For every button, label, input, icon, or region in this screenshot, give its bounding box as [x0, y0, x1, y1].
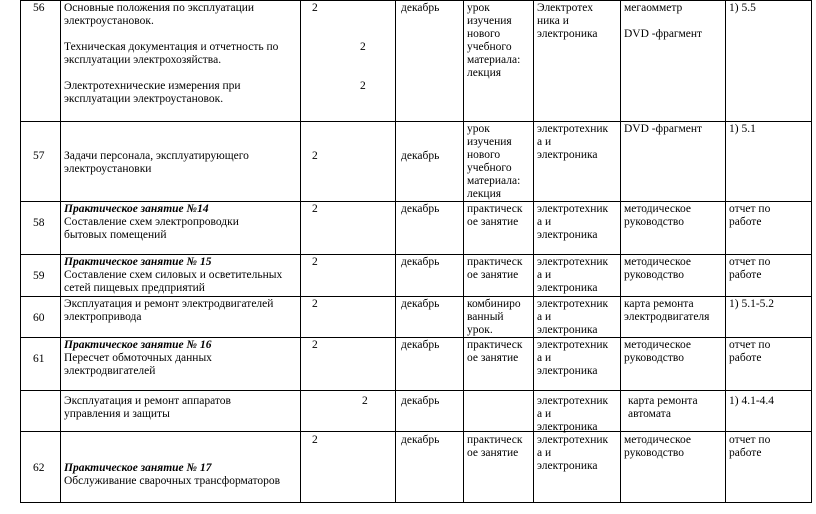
hours: 2	[360, 41, 366, 53]
equipment-line: электродвигателя	[624, 311, 710, 323]
reference: отчет по	[729, 256, 771, 268]
topic-line: Задачи персонала, эксплуатирующего	[64, 150, 249, 162]
lesson-type-line: практическ	[467, 339, 523, 351]
lesson-type-line: ое занятие	[467, 447, 519, 459]
subject-line: электроника	[537, 421, 598, 433]
topic-line: Основные положения по эксплуатации	[64, 2, 255, 14]
subject-line: электротехник	[537, 339, 609, 351]
subject-line: ника и	[537, 15, 569, 27]
equipment-line: автомата	[628, 408, 671, 420]
reference: 1) 5.1-5.2	[729, 298, 775, 310]
month: декабрь	[401, 434, 440, 446]
subject-line: а и	[537, 216, 552, 228]
topic-line: электродвигателей	[64, 365, 156, 377]
practice-title: Практическое занятие № 16	[64, 339, 212, 351]
lesson-type-line: урок.	[467, 324, 493, 336]
reference: отчет по	[729, 339, 771, 351]
month: декабрь	[401, 203, 440, 215]
row-number: 60	[33, 312, 45, 324]
subject-line: а и	[537, 447, 552, 459]
topic-line: Техническая документация и отчетность по	[64, 41, 279, 53]
equipment-line: DVD -фрагмент	[624, 28, 703, 40]
row-number: 57	[33, 150, 45, 162]
topic-line: электроустановок.	[64, 15, 154, 27]
subject-line: электроника	[537, 460, 598, 472]
equipment-line: методическое	[624, 203, 691, 215]
equipment-line: руководство	[624, 269, 684, 281]
hours: 2	[312, 2, 318, 14]
lesson-type-line: практическ	[467, 256, 523, 268]
practice-title: Практическое занятие № 15	[64, 256, 212, 268]
subject-line: а и	[537, 352, 552, 364]
lesson-type-line: учебного	[467, 41, 512, 53]
equipment-line: руководство	[624, 352, 684, 364]
row-number: 61	[33, 353, 45, 365]
hours: 2	[312, 203, 318, 215]
reference: работе	[729, 352, 762, 364]
subject-line: а и	[537, 311, 552, 323]
hours: 2	[312, 256, 318, 268]
lesson-type-line: нового	[467, 149, 501, 161]
subject-line: электроника	[537, 229, 598, 241]
topic-line: электроустановки	[64, 163, 152, 175]
hours: 2	[362, 395, 368, 407]
lesson-type-line: ое занятие	[467, 216, 519, 228]
lesson-type-line: изучения	[467, 136, 512, 148]
month: декабрь	[401, 2, 440, 14]
topic-line: эксплуатации электроустановок.	[64, 93, 224, 105]
lesson-type-line: учебного	[467, 162, 512, 174]
equipment-line: DVD -фрагмент	[624, 123, 703, 135]
topic-line: Составление схем силовых и осветительных	[64, 269, 283, 281]
subject-line: электротехник	[537, 203, 609, 215]
equipment-line: карта ремонта	[624, 298, 694, 310]
topic-line: Пересчет обмоточных данных	[64, 352, 212, 364]
lesson-type-line: урок	[467, 2, 490, 14]
hours: 2	[312, 339, 318, 351]
lesson-type-line: материала:	[467, 175, 521, 187]
reference: отчет по	[729, 203, 771, 215]
equipment-line: методическое	[624, 434, 691, 446]
lesson-type-line: ое занятие	[467, 269, 519, 281]
reference: 1) 5.5	[729, 2, 756, 14]
subject-line: а и	[537, 136, 552, 148]
subject-line: а и	[537, 269, 552, 281]
topic-line: Эксплуатация и ремонт аппаратов	[64, 395, 231, 407]
equipment-line: руководство	[624, 216, 684, 228]
subject-line: а и	[537, 408, 552, 420]
topic-line: эксплуатации электрохозяйства.	[64, 54, 222, 66]
equipment-line: методическое	[624, 339, 691, 351]
row-number: 62	[33, 462, 45, 474]
lesson-type-line: ое занятие	[467, 352, 519, 364]
row-number: 56	[33, 2, 45, 14]
topic-line: Эксплуатация и ремонт электродвигателей	[64, 298, 274, 310]
lesson-type-line: ванный	[467, 311, 504, 323]
month: декабрь	[401, 150, 440, 162]
hours: 2	[360, 80, 366, 92]
reference: работе	[729, 269, 762, 281]
month: декабрь	[401, 298, 440, 310]
equipment-line: методическое	[624, 256, 691, 268]
topic-line: Составление схем электропроводки	[64, 216, 239, 228]
subject-line: электротехник	[537, 256, 609, 268]
row-number: 58	[33, 217, 45, 229]
subject-line: электротехник	[537, 298, 609, 310]
month: декабрь	[401, 339, 440, 351]
equipment-line: карта ремонта	[628, 395, 698, 407]
lesson-type-line: комбиниро	[467, 298, 521, 310]
lesson-type-line: нового	[467, 28, 501, 40]
topic-line: электропривода	[64, 311, 142, 323]
subject-line: электротехник	[537, 434, 609, 446]
subject-line: электротехник	[537, 395, 609, 407]
subject-line: Электротех	[537, 2, 593, 14]
lesson-type-line: урок	[467, 123, 490, 135]
topic-line: сетей пищевых предприятий	[64, 282, 205, 294]
equipment-line: руководство	[624, 447, 684, 459]
subject-line: электротехник	[537, 123, 609, 135]
row-number: 59	[33, 270, 45, 282]
lesson-type-line: изучения	[467, 15, 512, 27]
lesson-type-line: лекция	[467, 188, 502, 200]
subject-line: электроника	[537, 324, 598, 336]
month: декабрь	[401, 256, 440, 268]
month: декабрь	[401, 395, 440, 407]
reference: работе	[729, 447, 762, 459]
practice-title: Практическое занятие № 17	[64, 462, 212, 474]
subject-line: электроника	[537, 365, 598, 377]
reference: отчет по	[729, 434, 771, 446]
reference: работе	[729, 216, 762, 228]
lesson-type-line: материала:	[467, 54, 521, 66]
reference: 1) 4.1-4.4	[729, 395, 775, 407]
lesson-type-line: практическ	[467, 203, 523, 215]
hours: 2	[312, 298, 318, 310]
topic-line: Электротехнические измерения при	[64, 80, 241, 92]
lesson-type-line: лекция	[467, 67, 502, 79]
topic-line: Обслуживание сварочных трансформаторов	[64, 475, 281, 487]
subject-line: электроника	[537, 149, 598, 161]
subject-line: электроника	[537, 282, 598, 294]
subject-line: электроника	[537, 28, 598, 40]
practice-title: Практическое занятие №14	[64, 203, 209, 215]
topic-line: управления и защиты	[64, 408, 170, 420]
lesson-type-line: практическ	[467, 434, 523, 446]
hours: 2	[312, 434, 318, 446]
equipment-line: мегаомметр	[624, 2, 683, 14]
hours: 2	[312, 150, 318, 162]
topic-line: бытовых помещений	[64, 229, 167, 241]
reference: 1) 5.1	[729, 123, 756, 135]
